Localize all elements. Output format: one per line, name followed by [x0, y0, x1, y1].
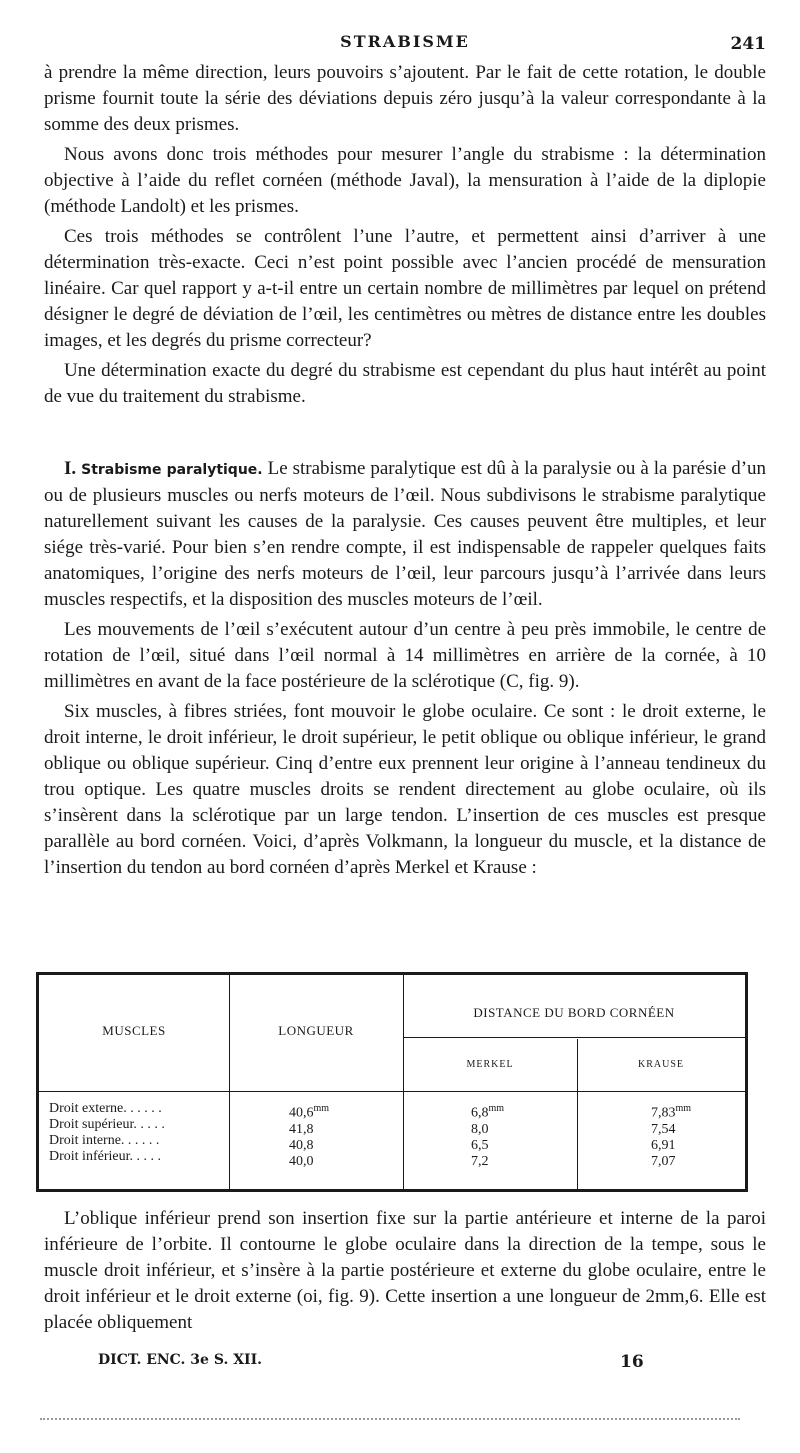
section-number: I. — [64, 458, 77, 479]
table-cell-muscle: Droit supérieur. . . . . — [49, 1117, 165, 1132]
paragraph: Nous avons donc trois méthodes pour mesurer l’angle du strabisme : la détermination objective à l’aide du reflet cornéen (méthode Javal), la mensuration à l’aide de la diplopie (méthode Landolt) et les prismes. — [44, 144, 766, 217]
table-divider — [229, 975, 230, 1189]
body-text-section — [44, 456, 766, 885]
section-heading: Strabisme paralytique. — [81, 462, 263, 478]
header-merkel: MERKEL — [466, 1059, 514, 1070]
column-merkel — [471, 1101, 541, 1170]
table-cell-value: $6,8^{mm}$ — [471, 1103, 505, 1121]
table-cell-value: 7,2 — [471, 1153, 489, 1169]
table-cell-muscle: Droit externe. . . . . . — [49, 1101, 162, 1116]
paragraph: Six muscles, à fibres striées, font mouvoir le globe oculaire. Ce sont : le droit externe, le droit interne, le droit inférieur, le droit supérieur, le petit oblique ou oblique inférieur, le grand oblique ou oblique supérieur. Cinq d’entre eux prennent leur origine à l’anneau tendineux du trou optique. Les quatre muscles droits se rendent directement au globe oculaire, où ils s’insèrent dans la sclérotique par un large tendon. L’insertion de ces muscles est presque parallèle au bord cornéen. Voici, d’après Volkmann, la longueur du muscle, et la distance de l’insertion du tendon au bord cornéen d’après Merkel et Krause : — [44, 701, 766, 878]
table-cell-value: 7,54 — [651, 1121, 676, 1137]
paragraph: Ces trois méthodes se contrôlent l’une l’autre, et permettent ainsi d’arriver à une détermination très-exacte. Ceci n’est point possible avec l’ancien procédé de mensuration linéaire. Car quel rapport y a-t-il entre un certain nombre de millimètres par lequel on prétend désigner le degré de déviation de l’œil, les centimètres ou mètres de distance entre les doubles images, et les degrés du prisme correcteur? — [44, 226, 766, 351]
table-cell-muscle: Droit inférieur. . . . . — [49, 1149, 161, 1164]
table-cell-value: 40,8 — [289, 1137, 314, 1153]
header-muscles: MUSCLES — [102, 1023, 166, 1038]
paragraph: Les mouvements de l’œil s’exécutent autour d’un centre à peu près immobile, le centre de rotation de l’œil, situé dans l’œil normal à 14 millimètres en arrière de la cornée, à 10 millimètres en avant de la face postérieure de la sclérotique (C, fig. 9). — [44, 619, 766, 692]
sheet-number: 16 — [620, 1352, 644, 1372]
header-longueur: LONGUEUR — [278, 1023, 354, 1038]
bleed-through-line — [40, 1418, 740, 1420]
table-cell-value: 41,8 — [289, 1121, 314, 1137]
column-krause — [651, 1101, 721, 1170]
paragraph: L’oblique inférieur prend son insertion fixe sur la partie antérieure et interne de la paroi inférieure de l’orbite. Il contourne le globe oculaire dans la direction de la tempe, sous le muscle droit inférieur, et s’insère à la partie postérieure et externe du globe oculaire, entre le droit inférieur et le droit externe (oi, fig. 9). Cette insertion a une longueur de 2mm,6. Elle est placée obliquement — [44, 1208, 766, 1333]
page-footer — [40, 1350, 770, 1374]
table-cell-value: 40,0 — [289, 1153, 314, 1169]
unit-label: mm — [488, 1103, 505, 1114]
table-cell-value: 6,5 — [471, 1137, 489, 1153]
paragraph: à prendre la même direction, leurs pouvoirs s’ajoutent. Par le fait de cette rotation, le double prisme fournit toute la série des déviations depuis zéro jusqu’à la valeur correspondante à la somme des deux prismes. — [44, 62, 766, 135]
table-cell-value: 6,91 — [651, 1137, 676, 1153]
table-cell-muscle: Droit interne. . . . . . — [49, 1133, 160, 1148]
table-divider — [39, 1091, 745, 1092]
body-text-bottom — [44, 1206, 766, 1340]
column-longueur — [289, 1101, 379, 1170]
header-distance: DISTANCE DU BORD CORNÉEN — [473, 1005, 675, 1020]
unit-label: mm — [675, 1103, 692, 1114]
printer-signature: DICT. ENC. 3e S. XII. — [98, 1352, 263, 1368]
running-title: STRABISME — [340, 32, 470, 51]
unit-label: mm — [313, 1103, 330, 1114]
table-divider — [403, 1037, 745, 1038]
muscles-table — [36, 972, 748, 1192]
section-first-paragraph: Le strabisme paralytique est dû à la paralysie ou à la parésie d’un ou de plusieurs muscles ou nerfs moteurs de l’œil. Nous subdivisons le strabisme paralytique naturellement suivant les causes de la paralysie. Ces causes peuvent être multiples, et leur siége très-varié. Pour bien s’en rendre compte, il est indispensable de rappeler quelques faits anatomiques, l’origine des nerfs moteurs de l’œil, leur parcours jusqu’à l’arrivée dans leurs muscles respectifs, et la disposition des muscles moteurs de l’œil. — [44, 458, 767, 610]
body-text-top — [44, 60, 766, 414]
column-muscles — [49, 1101, 229, 1165]
table-cell-value: 8,0 — [471, 1121, 489, 1137]
page-number: 241 — [730, 34, 766, 54]
page-header — [40, 30, 770, 56]
table-cell-value: $40,6^{mm}$ — [289, 1103, 330, 1121]
table-cell-value: $7,83^{mm}$ — [651, 1103, 692, 1121]
section-paragraph — [44, 456, 766, 613]
paragraph: Une détermination exacte du degré du strabisme est cependant du plus haut intérêt au point de vue du traitement du strabisme. — [44, 360, 766, 407]
header-krause: KRAUSE — [637, 1059, 684, 1070]
table-cell-value: 7,07 — [651, 1153, 676, 1169]
